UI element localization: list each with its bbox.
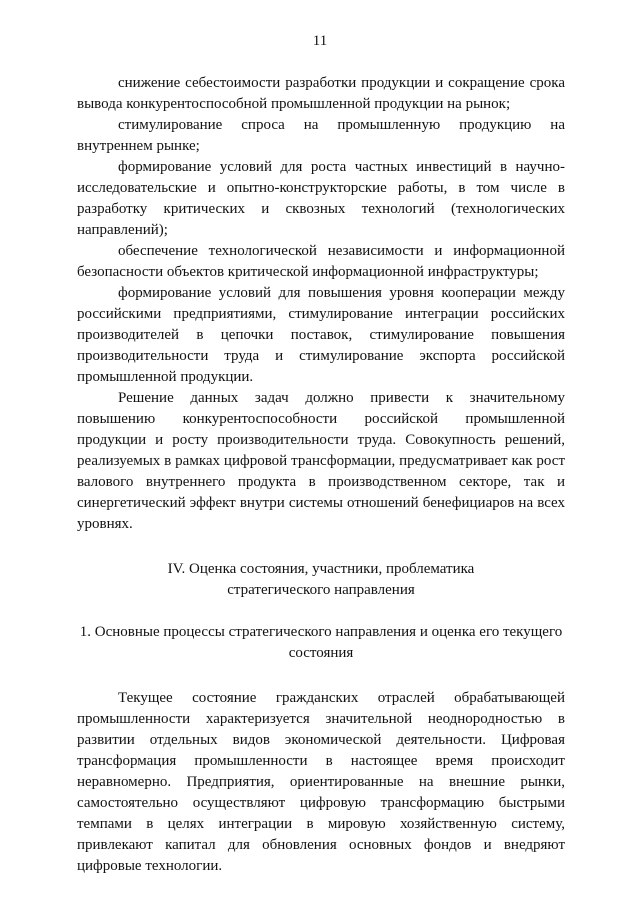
- paragraph-demand-stimulation: стимулирование спроса на промышленную продукцию на внутреннем рынке;: [77, 117, 565, 154]
- section-heading-line-1: IV. Оценка состояния, участники, проблематика: [167, 561, 475, 577]
- section-heading: [77, 559, 565, 601]
- section-heading-line-2: стратегического направления: [227, 582, 415, 598]
- paragraph-cooperation: формирование условий для повышения уровня кооперации между российскими предприятиями, стимулирование интеграции российских производителей в цепочки поставок, стимулирование повышения производительности труда и стимулирование экспорта российской промышленной продукции.: [77, 285, 565, 385]
- page-number: 11: [312, 33, 328, 49]
- subsection-heading-line-1: 1. Основные процессы стратегического направления и оценка его текущего: [79, 624, 563, 640]
- paragraph-investment-conditions: формирование условий для роста частных инвестиций в научно-исследовательские и опытно-конструкторские работы, в том числе в разработку критических и сквозных технологий (технологических направлений);: [77, 159, 565, 238]
- subsection-heading-line-2: состояния: [288, 645, 354, 661]
- paragraph-technological-independence: обеспечение технологической независимости и информационной безопасности объектов критической информационной инфраструктуры;: [77, 243, 565, 280]
- paragraph-tasks-result: Решение данных задач должно привести к значительному повышению конкурентоспособности российской промышленной продукции и росту производительности труда. Совокупность решений, реализуемых в рамках цифровой трансформации, предусматривает как рост валового внутреннего продукта в производственном секторе, так и синергетический эффект внутри системы отношений бенефициаров на всех уровнях.: [77, 390, 565, 532]
- subsection-heading: [77, 622, 565, 664]
- document-body: [77, 73, 565, 877]
- paragraph-cost-reduction: снижение себестоимости разработки продукции и сокращение срока вывода конкурентоспособной промышленной продукции на рынок;: [77, 75, 565, 112]
- paragraph-current-state: Текущее состояние гражданских отраслей обрабатывающей промышленности характеризуется значительной неоднородностью в развитии отдельных видов экономической деятельности. Цифровая трансформация промышленности в настоящее время происходит неравномерно. Предприятия, ориентированные на внешние рынки, самостоятельно осуществляют цифровую трансформацию быстрыми темпами в целях интеграции в мировую хозяйственную систему, привлекают капитал для обновления основных фондов и внедряют цифровые технологии.: [77, 690, 565, 874]
